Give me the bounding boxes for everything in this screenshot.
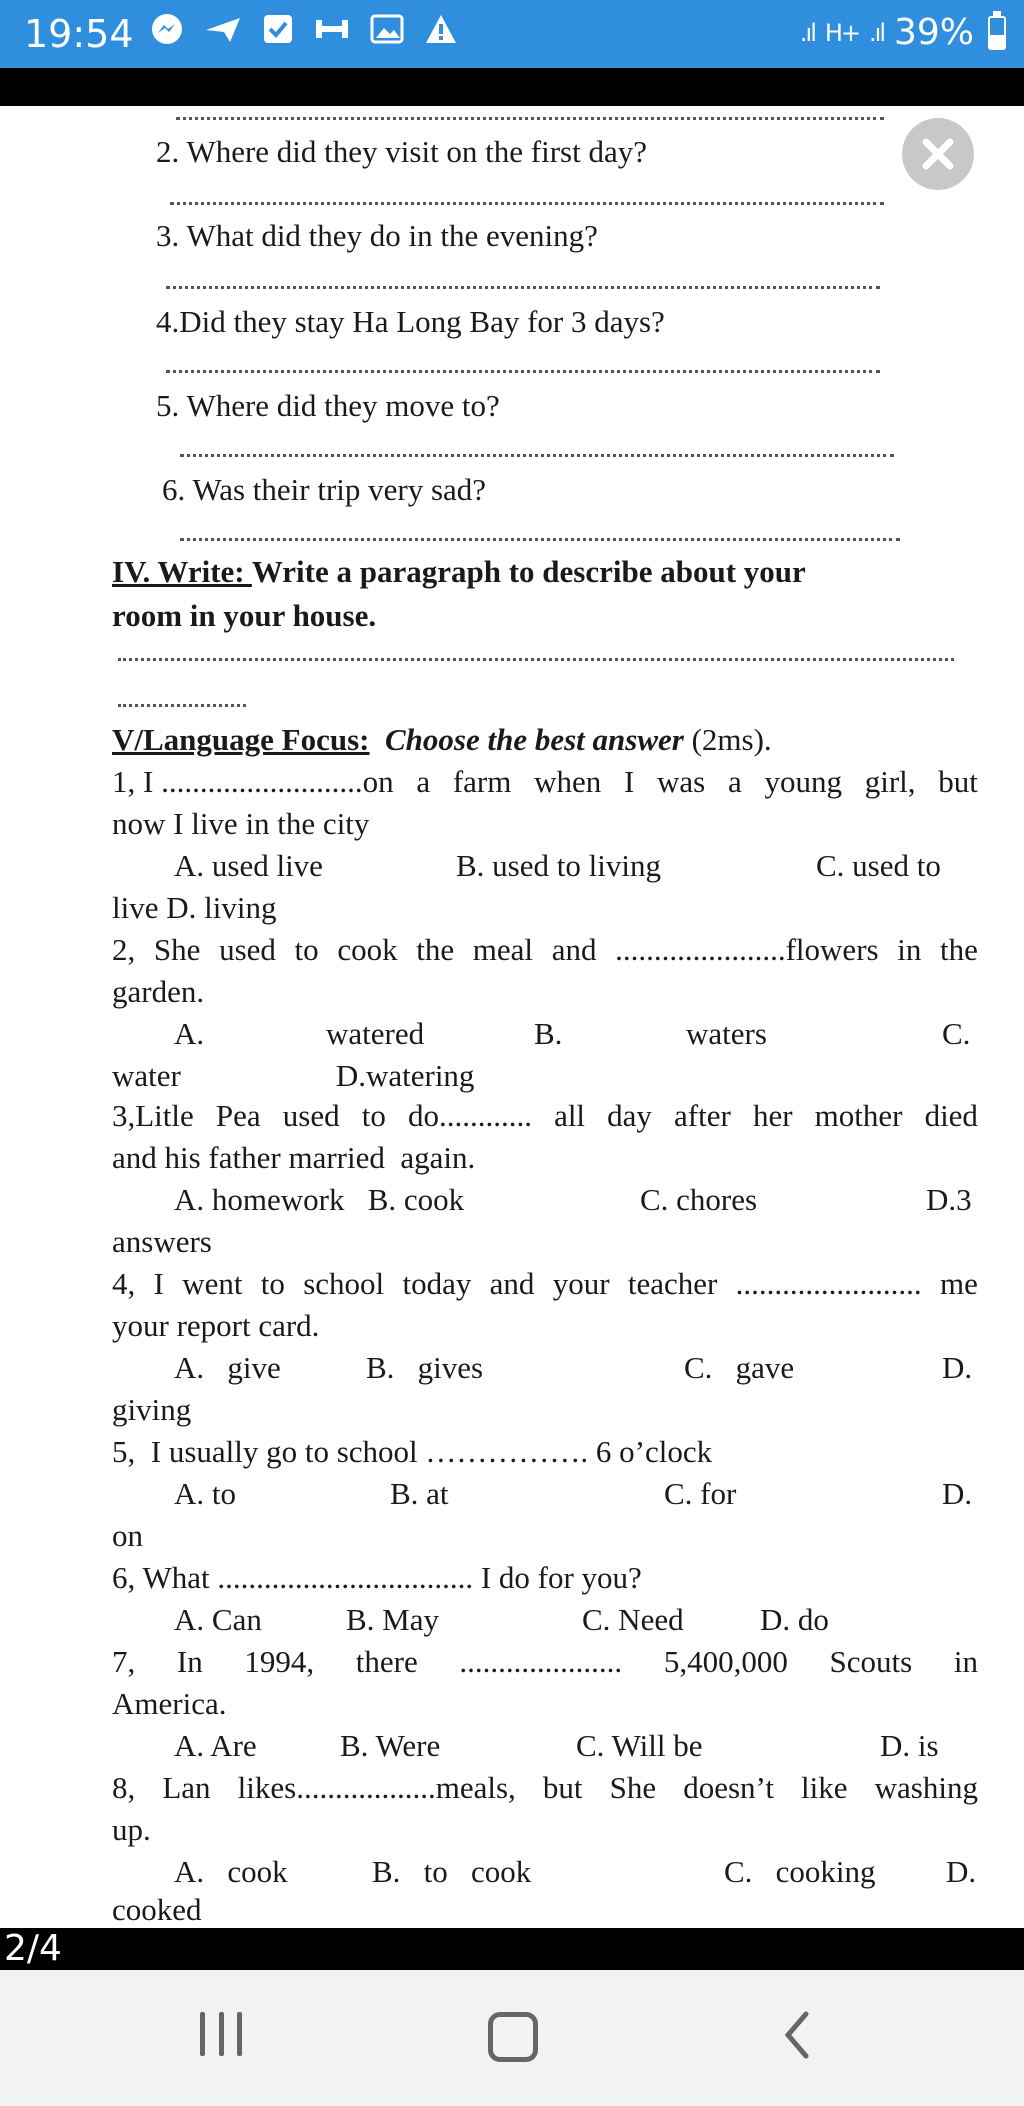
word: a	[416, 764, 431, 799]
item-6-option-b: B. May	[346, 1602, 439, 1637]
answer-line	[176, 117, 884, 120]
item-2-option-c: C.	[942, 1016, 971, 1051]
item-2-line2: garden.	[112, 974, 205, 1009]
word: to	[294, 932, 319, 967]
answer-line	[180, 454, 894, 457]
item-5-option-c: C. for	[664, 1476, 737, 1511]
item-2-line1	[112, 930, 978, 970]
item-2-options-wrap: water D.watering	[112, 1058, 475, 1093]
word: used	[282, 1098, 340, 1133]
gallery-icon	[370, 13, 404, 56]
item-6-option-a: A. Can	[174, 1602, 262, 1637]
section-v-heading-line	[112, 720, 772, 760]
recent-apps-icon	[219, 2012, 224, 2056]
item-2-option-a: A.	[174, 1016, 205, 1051]
word: a	[727, 764, 742, 799]
item-2-option-b: B.	[534, 1016, 563, 1051]
page-indicator: 2/4	[4, 1928, 62, 1969]
item-1-option-a: A. used live	[174, 848, 323, 883]
section-iv-heading-line	[112, 552, 806, 592]
item-1-line1	[112, 762, 978, 802]
item-5-option-d: D.	[942, 1476, 973, 1511]
item-8-line1	[112, 1768, 978, 1808]
question-4: 4.Did they stay Ha Long Bay for 3 days?	[156, 304, 665, 339]
word: in	[953, 1644, 978, 1679]
word: I	[153, 1266, 164, 1301]
question-3: 3. What did they do in the evening?	[156, 218, 598, 253]
item-6-option-c: C. Need	[582, 1602, 684, 1637]
section-v-marks: (2ms).	[683, 722, 772, 757]
item-3-option-d: D.3	[926, 1182, 972, 1217]
word: do............	[407, 1098, 532, 1133]
signal-icon: .ıl	[869, 18, 884, 47]
item-8-option-c: C. cooking	[724, 1854, 876, 1889]
status-time: 19:54	[24, 12, 134, 56]
navigation-bar	[0, 1970, 1024, 2106]
question-6: 6. Was their trip very sad?	[162, 472, 487, 507]
word: the	[416, 932, 455, 967]
word: Scouts	[829, 1644, 913, 1679]
battery-icon	[988, 16, 1006, 50]
word: 2,	[112, 932, 136, 967]
close-icon	[918, 134, 958, 174]
signal-icon: .ıl	[799, 18, 815, 47]
status-right	[800, 12, 1006, 53]
word: meal	[472, 932, 534, 967]
word: mother	[814, 1098, 903, 1133]
item-8-option-d: D.	[946, 1854, 977, 1889]
item-6-line1: 6, What ................................. I do for you?	[112, 1560, 642, 1595]
word: went	[182, 1266, 243, 1301]
item-1-options-wrap: live D. living	[112, 890, 277, 925]
word: girl,	[864, 764, 916, 799]
word: today	[402, 1266, 472, 1301]
item-7-option-b: B. Were	[340, 1728, 441, 1763]
section-iv-instruction-line2: room in your house.	[112, 598, 377, 633]
item-8-option-b: B. to cook	[372, 1854, 532, 1889]
word: ........................	[735, 1266, 922, 1301]
word: ......................flowers	[615, 932, 879, 967]
word: your	[552, 1266, 610, 1301]
item-8-option-a: A. cook	[174, 1854, 288, 1889]
section-v-heading: V/Language Focus:	[112, 722, 370, 757]
word: school	[303, 1266, 385, 1301]
word: the	[940, 932, 978, 967]
word: but	[542, 1770, 583, 1805]
answer-line	[170, 202, 884, 205]
word: used	[219, 932, 276, 967]
close-button[interactable]	[902, 118, 974, 190]
word: to	[361, 1098, 386, 1133]
item-5-option-a: A. to	[174, 1476, 236, 1511]
item-1-line2: now I live in the city	[112, 806, 370, 841]
word: Lan	[162, 1770, 211, 1805]
status-bar	[0, 0, 1024, 68]
word: was	[657, 764, 706, 799]
home-button[interactable]	[488, 2012, 538, 2062]
notification-icons	[150, 14, 458, 54]
item-4-line1	[112, 1264, 978, 1304]
item-5-line1: 5, I usually go to school ……………. 6 o’clock	[112, 1434, 713, 1469]
item-1-option-b: B. used to living	[456, 848, 661, 883]
word: and	[551, 932, 597, 967]
section-iv-heading: IV. Write:	[112, 554, 252, 589]
word: .....................	[459, 1644, 623, 1679]
word: likes..................meals,	[237, 1770, 516, 1805]
word: and	[489, 1266, 535, 1301]
word: 1, I ..........................on	[112, 764, 394, 799]
item-4-option-a: A. give	[174, 1350, 281, 1385]
item-2-option-b-text: waters	[686, 1016, 767, 1051]
word: but	[938, 764, 978, 799]
word: her	[752, 1098, 793, 1133]
word: I	[623, 764, 635, 799]
battery-percent: 39%	[893, 12, 974, 53]
network-type-icon: H+	[824, 18, 860, 47]
item-6-option-d: D. do	[760, 1602, 829, 1637]
answer-line	[180, 538, 900, 541]
word: 4,	[112, 1266, 136, 1301]
back-button[interactable]	[782, 2010, 812, 2065]
word: Pea	[215, 1098, 261, 1133]
answer-line	[118, 658, 954, 661]
item-3-option-ab: A. homework B. cook	[174, 1182, 465, 1217]
section-v-instruction: Choose the best answer	[385, 722, 684, 757]
word: me	[939, 1266, 978, 1301]
airplane-icon	[204, 12, 242, 57]
dumbbell-icon	[314, 12, 350, 57]
word: farm	[452, 764, 512, 799]
word: to	[260, 1266, 285, 1301]
item-7-option-d: D. is	[880, 1728, 939, 1763]
item-4-options-wrap: giving	[112, 1392, 192, 1427]
question-2: 2. Where did they visit on the first day?	[156, 134, 648, 169]
word: day	[607, 1098, 652, 1133]
item-3-line2: and his father married again.	[112, 1140, 476, 1175]
item-5-options-wrap: on	[112, 1518, 143, 1553]
recent-apps-icon	[237, 2012, 242, 2056]
word: when	[534, 764, 602, 799]
item-3-option-c: C. chores	[640, 1182, 758, 1217]
recent-apps-icon	[200, 2012, 205, 2056]
answer-line	[118, 704, 246, 707]
item-7-line1	[112, 1642, 978, 1682]
checkbox-icon	[262, 13, 294, 56]
item-4-option-b: B. gives	[366, 1350, 484, 1385]
back-icon	[782, 2010, 812, 2060]
document-page[interactable]	[0, 106, 1024, 1928]
word: She	[153, 932, 201, 967]
word: in	[897, 932, 922, 967]
item-5-option-b: B. at	[390, 1476, 449, 1511]
word: 8,	[112, 1770, 136, 1805]
item-7-option-a: A. Are	[174, 1728, 257, 1763]
question-5: 5. Where did they move to?	[156, 388, 500, 423]
item-3-options-wrap: answers	[112, 1224, 212, 1259]
word: 1994,	[244, 1644, 315, 1679]
item-1-option-c: C. used to	[816, 848, 941, 883]
answer-line	[166, 286, 880, 289]
word: all	[554, 1098, 586, 1133]
word: like	[801, 1770, 848, 1805]
messenger-icon	[150, 12, 184, 57]
answer-line	[166, 370, 880, 373]
word: 7,	[112, 1644, 136, 1679]
viewer-bottom-band	[0, 1928, 1024, 1970]
word: after	[674, 1098, 731, 1133]
item-7-line2: America.	[112, 1686, 227, 1721]
word: washing	[874, 1770, 978, 1805]
word: teacher	[627, 1266, 718, 1301]
warning-icon	[424, 13, 458, 56]
item-4-line2: your report card.	[112, 1308, 320, 1343]
item-4-option-c: C. gave	[684, 1350, 795, 1385]
word: there	[355, 1644, 418, 1679]
word: young	[764, 764, 842, 799]
item-7-option-c: C. Will be	[576, 1728, 703, 1763]
word: 3,Litle	[112, 1098, 194, 1133]
word: died	[924, 1098, 978, 1133]
word: cook	[337, 932, 398, 967]
word: In	[176, 1644, 203, 1679]
item-8-line2: up.	[112, 1812, 151, 1847]
viewer-top-band	[0, 68, 1024, 106]
item-3-line1	[112, 1096, 978, 1136]
item-8-options-wrap: cooked	[112, 1892, 202, 1927]
word: doesn’t	[683, 1770, 774, 1805]
item-4-option-d: D.	[942, 1350, 973, 1385]
section-iv-instruction: Write a paragraph to describe about your	[251, 554, 806, 589]
item-2-option-a-text: watered	[326, 1016, 425, 1051]
word: She	[609, 1770, 657, 1805]
word: 5,400,000	[663, 1644, 788, 1679]
recent-apps-button[interactable]	[200, 2012, 242, 2056]
